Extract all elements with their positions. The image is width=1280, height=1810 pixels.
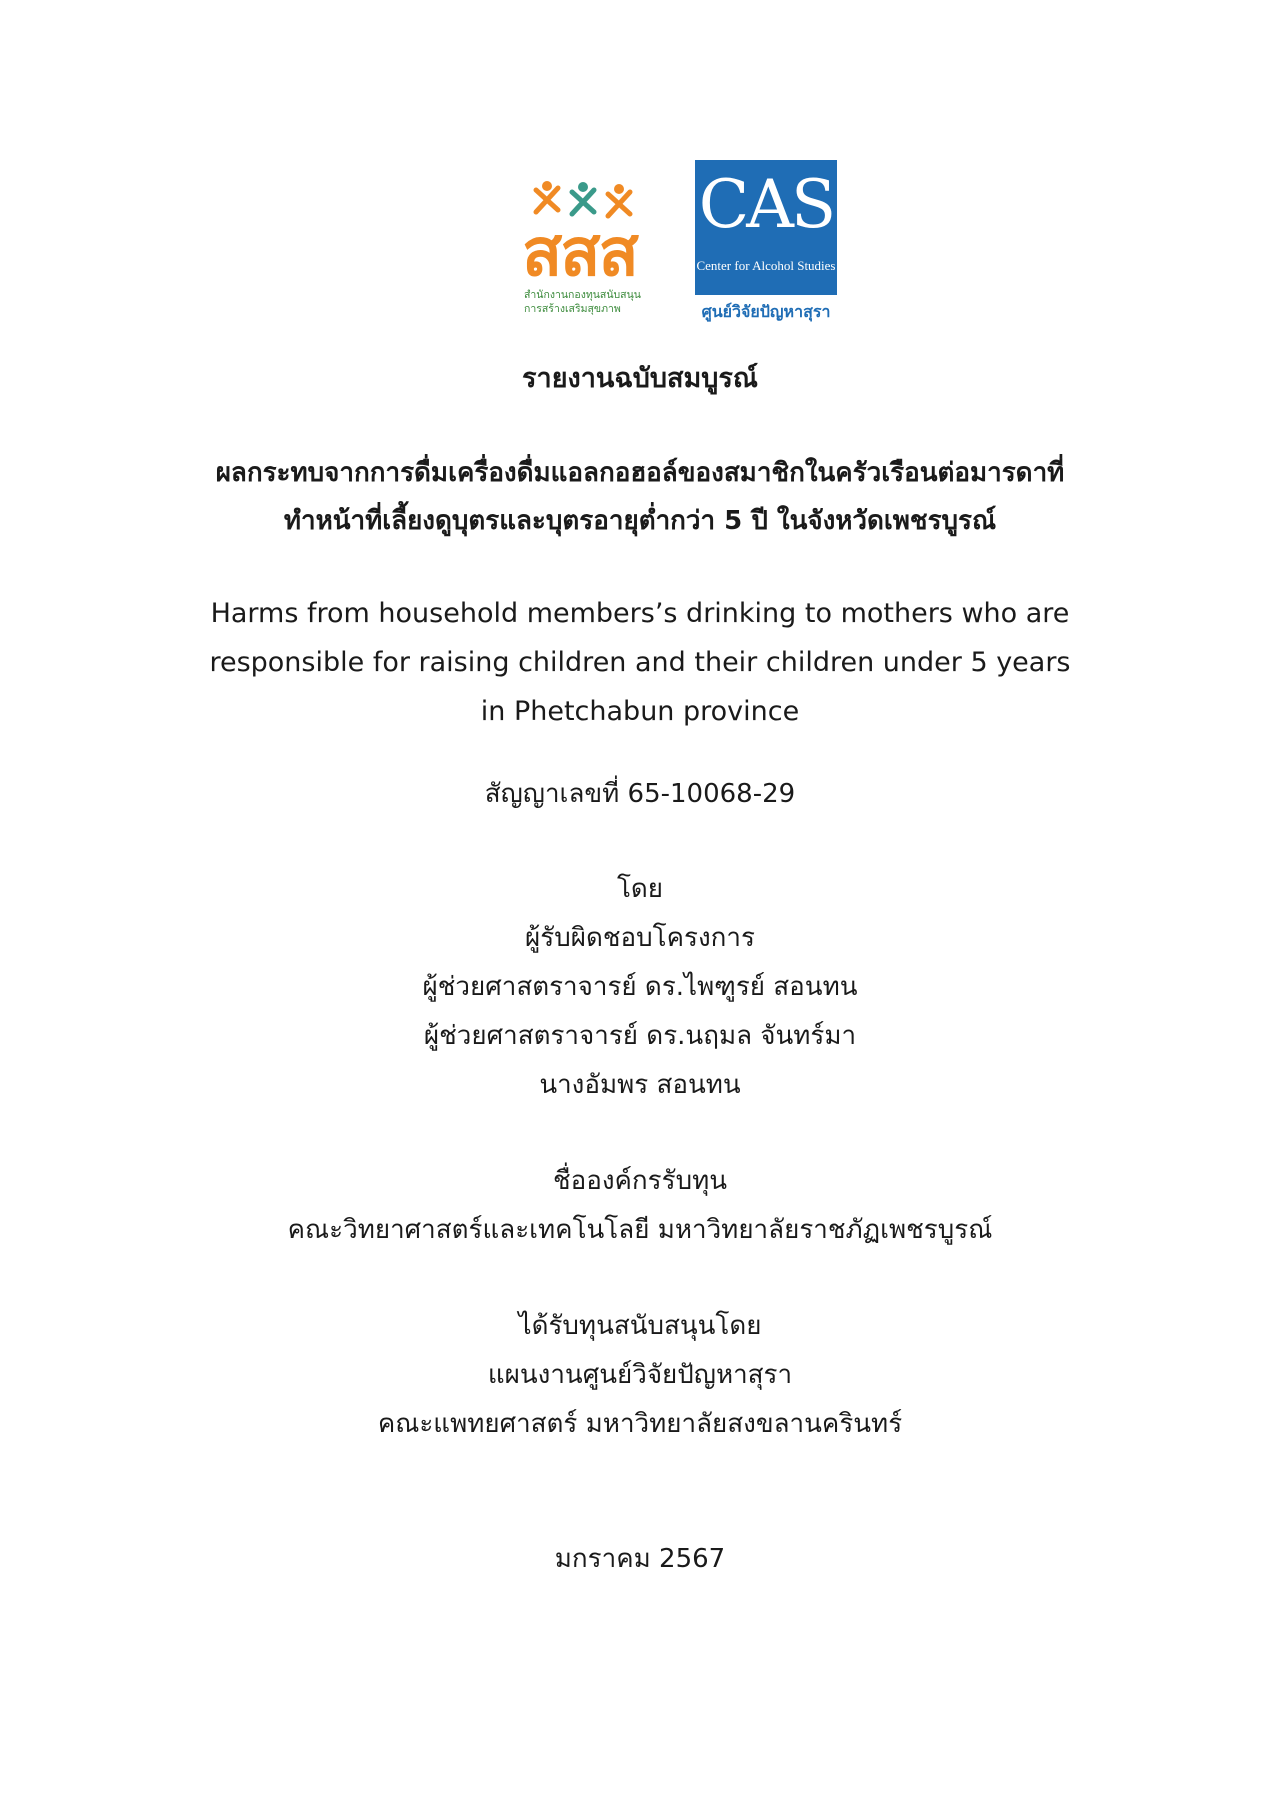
funder-line1: แผนงานศูนย์วิจัยปัญหาสุรา (487, 1360, 793, 1390)
by-label: โดย (616, 874, 664, 904)
contract-number: สัญญาเลขที่ 65-10068-29 (484, 779, 796, 809)
thaihealth-caption (524, 288, 674, 316)
title-en-line1: Harms from household members’s drinking to mothers who are (210, 598, 1070, 629)
cas-thai-name: ศูนย์วิจัยปัญหาสุรา (701, 302, 831, 321)
grantee-name: คณะวิทยาศาสตร์และเทคโนโลยี มหาวิทยาลัยราชภัฏเพชรบูรณ์ (287, 1215, 993, 1245)
funder-label: ได้รับทุนสนับสนุนโดย (518, 1311, 762, 1341)
cas-mark: CAS (698, 166, 834, 243)
thaihealth-mark: สสส (522, 214, 637, 291)
cas-subtitle: Center for Alcohol Studies (696, 258, 836, 273)
cas-logo (695, 160, 840, 340)
thaihealth-logo (520, 180, 675, 330)
title-th-line2: ทำหน้าที่เลี้ยงดูบุตรและบุตรอายุต่ำกว่า 5 ปี ในจังหวัดเพชรบูรณ์ (283, 506, 997, 536)
title-en-line3: in Phetchabun province (480, 696, 800, 727)
logos (520, 160, 840, 340)
member-2: ผู้ช่วยศาสตราจารย์ ดร.นฤมล จันทร์มา (423, 1021, 857, 1051)
thaihealth-caption-line1: สำนักงานกองทุนสนับสนุน (524, 289, 641, 301)
member-3: นางอัมพร สอนทน (539, 1070, 741, 1100)
grantee-label: ชื่อองค์กรรับทุน (552, 1166, 728, 1196)
title-th-line1: ผลกระทบจากการดื่มเครื่องดื่มแอลกอฮอล์ของสมาชิกในครัวเรือนต่อมารดาที่ (215, 458, 1065, 488)
funder-line2: คณะแพทยศาสตร์ มหาวิทยาลัยสงขลานครินทร์ (377, 1409, 903, 1439)
report-date: มกราคม 2567 (554, 1544, 726, 1574)
cas-logo-box (695, 160, 837, 295)
report-type: รายงานฉบับสมบูรณ์ (522, 363, 758, 394)
title-en-line2: responsible for raising children and their children under 5 years (209, 647, 1071, 678)
thaihealth-caption-line2: การสร้างเสริมสุขภาพ (524, 303, 621, 315)
project-role: ผู้รับผิดชอบโครงการ (525, 923, 755, 953)
member-1: ผู้ช่วยศาสตราจารย์ ดร.ไพฑูรย์ สอนทน (422, 972, 858, 1002)
